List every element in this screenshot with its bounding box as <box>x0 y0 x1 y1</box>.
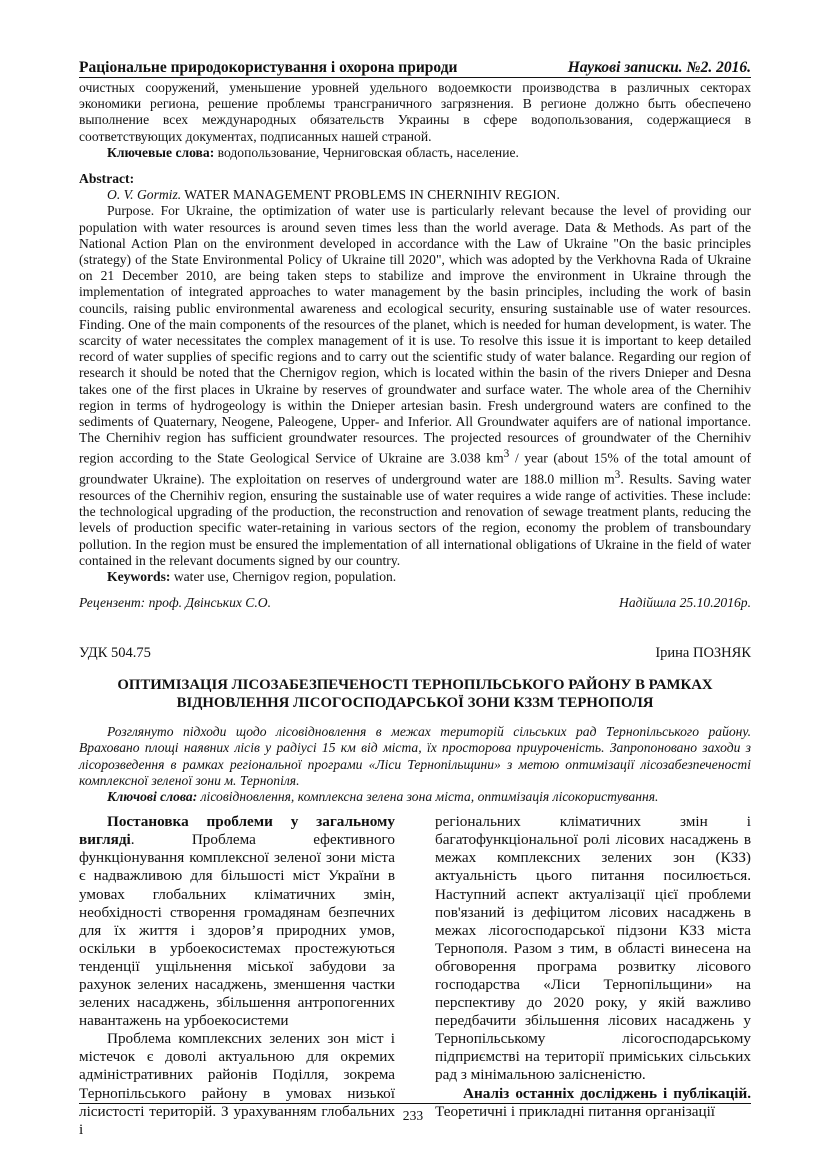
right-column <box>435 813 751 1139</box>
russian-keywords <box>79 145 751 161</box>
left-paragraph-2: Проблема комплексних зелених зон міст і містечок є доволі актуальною для окремих адміністративних районів Поділля, зокрема Тернопільського району в умовах низької лісистості територій. З урахуванням глобальних і <box>79 1030 395 1138</box>
russian-keywords-label: Ключевые слова: <box>107 144 215 160</box>
page-number: 233 <box>402 1108 424 1123</box>
russian-keywords-text: водопользование, Черниговская область, население. <box>214 144 519 160</box>
superscript-2: 3 <box>614 469 621 482</box>
review-info <box>79 595 751 611</box>
section-heading-analysis: Аналіз останніх досліджень і публікацій. <box>463 1084 751 1102</box>
right-paragraph-2-text: Теоретичні і прикладні питання організації <box>435 1102 716 1120</box>
footer-rule <box>79 1103 751 1104</box>
abstract-keywords-text: water use, Chernigov region, population. <box>170 568 397 584</box>
abstract-author: O. V. Gormiz. <box>107 187 182 203</box>
article-keywords <box>79 789 751 805</box>
right-paragraph-1: регіональних кліматичних змін і багатофункціональної ролі лісових насаджень в межах комплексних зелених зон (КЗЗ) актуальність цього питання посилюється. Наступний аспект актуалізації цієї проблеми пов'язаний із дефіцитом лісових насаджень в межах лісогосподарської підзони КЗЗ міста Тернополя. Разом з тим, в області винесена на обговорення програма розвитку лісового господарства «Ліси Тернопільщини» на перспективу до 2020 року, у якій важливо передбачити збільшення лісових насаджень у Тернопільському лісогосподарському підприємстві на території приміських сільських рад з мінімальною залісненістю. <box>435 813 751 1084</box>
udk-code: УДК 504.75 <box>79 645 151 662</box>
article-summary <box>79 724 751 805</box>
english-abstract <box>79 171 751 585</box>
article-summary-text: Розглянуто підходи щодо лісовідновлення в межах територій сільських рад Тернопільського району. Враховано площі наявних лісів у радіусі 15 км від міста, їх просторова приуроченість. Запропоновано заходи з лісорозведення в рамках регіональної програми «Ліси Тернопільщини» з метою оптимізації лісозабезпеченості комплексної зеленої зони м. Тернопіля. <box>79 724 751 788</box>
journal-issue: Наукові записки. №2. 2016. <box>567 59 751 76</box>
section-heading-problem: Постановка проблеми у загальному вигляді <box>79 813 395 849</box>
reviewer: Рецензент: проф. Двінських С.О. <box>79 595 271 611</box>
article-title <box>79 676 751 712</box>
abstract-title: WATER MANAGEMENT PROBLEMS IN CHERNIHIV REGION. <box>181 187 560 203</box>
left-column <box>79 813 395 1139</box>
two-column-body <box>79 813 751 1139</box>
article-title-line-2: ВІДНОВЛЕННЯ ЛІСОГОСПОДАРСЬКОЇ ЗОНИ КЗЗМ ТЕРНОПОЛЯ <box>176 695 654 712</box>
received-date: Надійшла 25.10.2016р. <box>619 595 751 611</box>
abstract-body-part-2: / year (about 15% of the total amount of groundwater Ukraine). The exploitation on reserves of underground water are 188.0 million m <box>79 451 751 487</box>
left-paragraph-1-text: . Проблема ефективного функціонування комплексної зеленої зони міста є надважливою для більшості міст України в умовах глобальних кліматичних змін, необхідності створення громадянам безпечних для їх життя і здоров’я природних умов, оскільки в урбоекосистемах простежуються тенденції ущільнення міської забудови за рахунок зелених насаджень, зменшення частки зелених насаджень, збільшення антропогенних навантажень на урбоекосистеми <box>79 831 395 1030</box>
article-title-line-1: ОПТИМІЗАЦІЯ ЛІСОЗАБЕЗПЕЧЕНОСТІ ТЕРНОПІЛЬСЬКОГО РАЙОНУ В РАМКАХ <box>117 677 713 694</box>
article-author: Ірина ПОЗНЯК <box>655 645 751 662</box>
abstract-body-part-3: . Results. Saving water resources of the Chernihiv region, ensuring the sustainable use of water requires a wide range of activities. These include: the technological upgrading of the production, the reconstruction and renovation of sewage treatment plants, reducing the levels of production specific water-retaining in various sectors of the region, economy the problem of transboundary pollution. In the region must be ensured the implementation of all international obligations of Ukraine in the field of water contained in the relevant documents signed by our country. <box>79 471 751 568</box>
abstract-label: Abstract: <box>79 171 135 187</box>
russian-abstract <box>79 80 751 161</box>
running-header <box>79 58 751 78</box>
abstract-body <box>79 203 751 569</box>
udk-line <box>79 645 751 662</box>
superscript-1: 3 <box>503 448 510 461</box>
abstract-title-line <box>79 187 751 203</box>
russian-abstract-text: очистных сооружений, уменьшение уровней удельного водоемкости производства в различных секторах экономики региона, решение проблемы трансграничного загрязнения. В регионе должно быть обеспечено выполнение всех международных обязательств Украины в сфере водопользования, содержащиеся в соответствующих документах, подписанных нашей страной. <box>79 80 751 144</box>
article-keywords-label: Ключові слова: <box>107 788 198 804</box>
left-paragraph-1 <box>79 813 395 1030</box>
journal-section-title: Раціональне природокористування і охорона природи <box>79 59 458 76</box>
abstract-keywords <box>79 569 751 585</box>
abstract-keywords-label: Keywords: <box>107 568 171 584</box>
page <box>79 58 751 1139</box>
article-keywords-text: лісовідновлення, комплексна зелена зона міста, оптимізація лісокористування. <box>197 788 659 804</box>
abstract-body-part-1: Purpose. For Ukraine, the optimization of water use is particularly relevant because the level of providing our population with water resources is around seven times less than the world average. Data & Methods. As part of the National Action Plan on the environment developed in accordance with the Law of Ukraine "On the basic principles (strategy) of the State Environmental Policy of Ukraine till 2020", which was adopted by the Verkhovna Rada of Ukraine on 21 December 2010, are being taken steps to stabilize and improve the environment in Ukraine through the implementation of integrated approaches to water management by the basin principles, including the work of basin councils, raising public environmental awareness and ecological security, ensuring sustainable use of water resources. Finding. One of the main components of the resources of the planet, which is needed for human development, is water. The scarcity of water necessitates the complex management of it is use. To resolve this issue it is important to keep detailed record of water supplies of specific regions and to carry out the scientific study of water balance. Regarding our region of research it should be noted that the Chernigov region, which is located within the basin of the rivers Dnieper and Desna takes one of the first places in Ukraine by reserves of groundwater and surface water. The whole area of the Chernihiv region in terms of hydrogeology is within the Dnieper artesian basin. Fresh underground waters are confined to the sediments of Quaternary, Neogene, Paleogene, Upper- and Inferior. All Groundwater aquifers are of national importance. The Chernihiv region has sufficient groundwater resources. The projected resources of groundwater of the Chernihiv region according to the State Geological Service of Ukraine are 3.038 km <box>79 203 751 466</box>
